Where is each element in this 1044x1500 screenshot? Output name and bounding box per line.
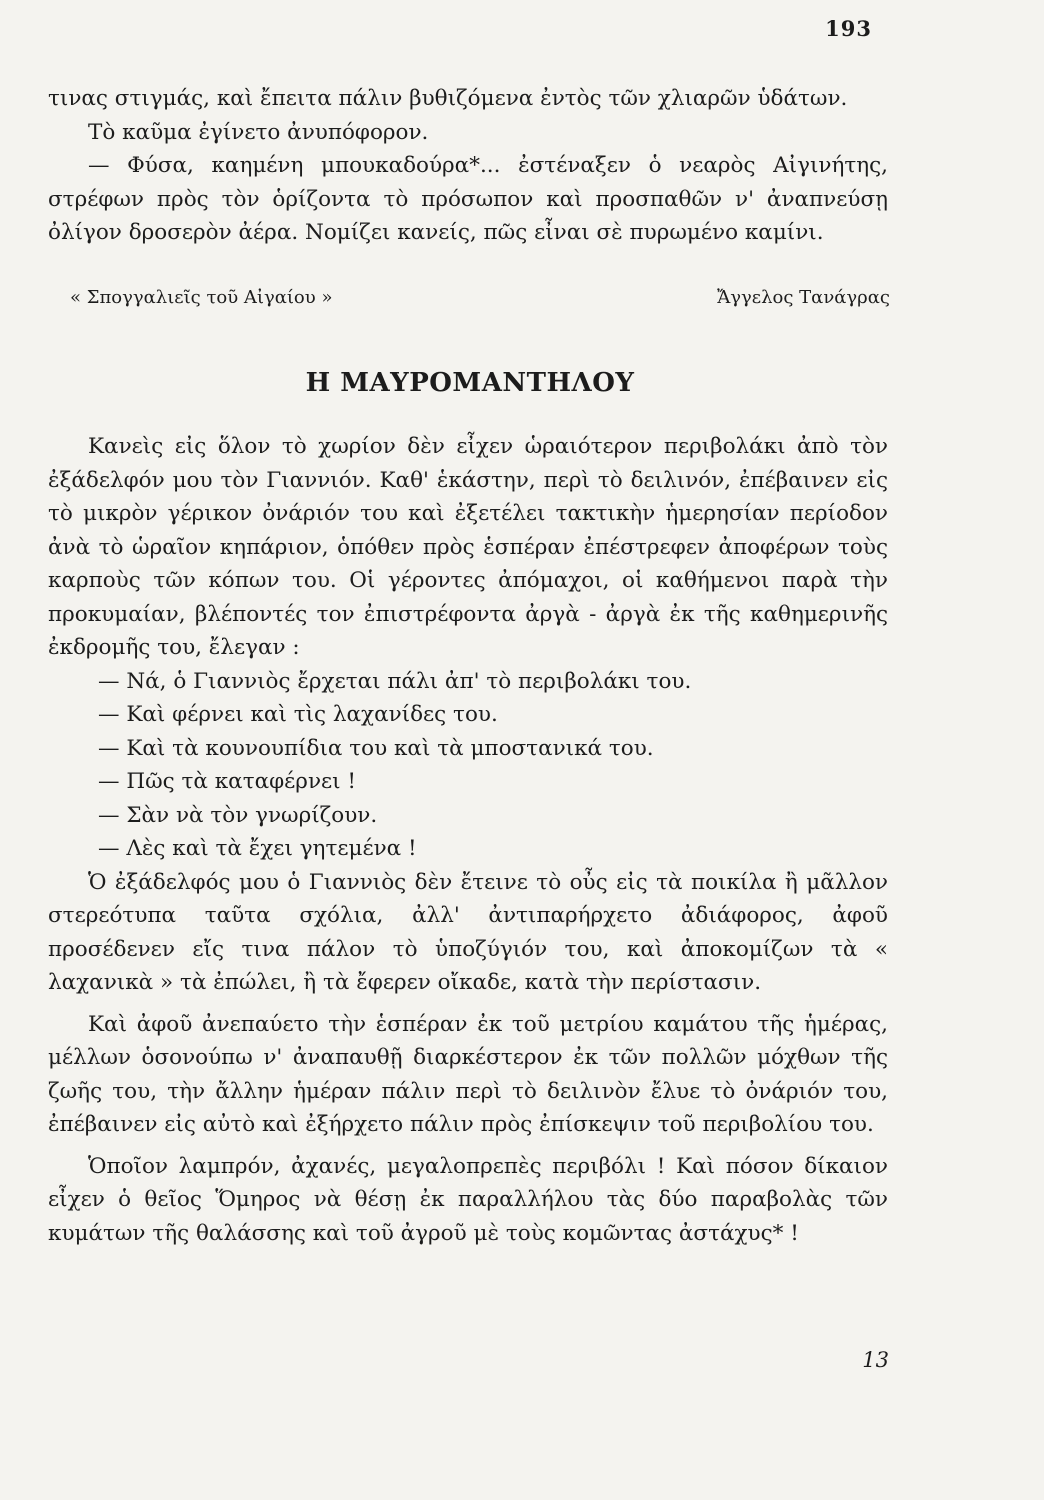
attribution-author: Ἄγγελος Τανάγρας — [717, 287, 890, 308]
story-body — [48, 430, 888, 1250]
dialogue-line: — Καὶ φέρνει καὶ τὶς λαχανίδες του. — [98, 702, 498, 727]
dialogue-line: — Νά, ὁ Γιαννιὸς ἔρχεται πάλι ἀπ' τὸ περιβολάκι του. — [98, 668, 692, 694]
attribution-source: « Σπογγαλιεῖς τοῦ Αἰγαίου » — [70, 287, 333, 308]
dialogue-line: — Λὲς καὶ τὰ ἔχει γητεμένα ! — [98, 836, 417, 861]
text-paragraph: — Φύσα, καημένη μπουκαδούρα*... ἐστέναξεν ὁ νεαρὸς Αἰγινήτης, στρέφων πρὸς τὸν ὁρίζοντα τὸ πρόσωπον καὶ προσπαθῶν ν' ἀναπνεύσῃ ὀλίγον δροσερὸν ἀέρα. Νομίζει κανείς, πῶς εἶναι σὲ πυρωμένο καμίνι. — [48, 153, 888, 245]
text-line: Τὸ καῦμα ἐγίνετο ἀνυπόφορον. — [88, 119, 429, 145]
text-paragraph: Κανεὶς εἰς ὅλον τὸ χωρίον δὲν εἶχεν ὡραιότερον περιβολάκι ἀπὸ τὸν ἐξάδελφόν μου τὸν Γιαννιόν. Καθ' ἑκάστην, περὶ τὸ δειλινόν, ἐπέβαινεν εἰς τὸ μικρὸν γέρικον ὀνάριόν του καὶ ἐξετέλει τακτικὴν ἡμερησίαν περίοδον ἀνὰ τὸ ὡραῖον κηπάριον, ὁπόθεν πρὸς ἑσπέραν ἐπέστρεφεν ἀποφέρων τοὺς καρποὺς τῶν κόπων του. Οἱ γέροντες ἀπόμαχοι, οἱ καθήμενοι παρὰ τὴν προκυμαίαν, βλέποντές τον ἐπιστρέφοντα ἀργὰ - ἀργὰ ἐκ τῆς καθημερινῆς ἐκδρομῆς του, ἔλεγαν : — [48, 434, 888, 660]
attribution — [70, 287, 890, 308]
previous-story-ending — [48, 82, 888, 250]
text-paragraph: Καὶ ἀφοῦ ἀνεπαύετο τὴν ἑσπέραν ἐκ τοῦ μετρίου καμάτου τῆς ἡμέρας, μέλλων ὁσονούπω ν' ἀναπαυθῇ διαρκέστερον ἐκ τῶν πολλῶν μόχθων τῆς ζωῆς του, τὴν ἄλλην ἡμέραν πάλιν περὶ τὸ δειλινὸν ἔλυε τὸ ὀνάριόν του, ἐπέβαινεν εἰς αὐτὸ καὶ ἐξήρχετο πάλιν πρὸς ἐπίσκεψιν τοῦ περιβολίου του. — [48, 1011, 888, 1137]
story-title: Η ΜΑΥΡΟΜΑΝΤΗΛΟΥ — [305, 368, 635, 398]
dialogue-line: — Καὶ τὰ κουνουπίδια του καὶ τὰ μποστανικά του. — [98, 735, 654, 761]
text-paragraph: Ὁ ἐξάδελφός μου ὁ Γιαννιὸς δὲν ἔτεινε τὸ οὖς εἰς τὰ ποικίλα ἢ μᾶλλον στερεότυπα ταῦτα σχόλια, ἀλλ' ἀντιπαρήρχετο ἀδιάφορος, ἀφοῦ προσέδενεν εἴς τινα πάλον τὸ ὑποζύγιόν του, καὶ ἀποκομίζων τὰ « λαχανικὰ » τὰ ἐπώλει, ἢ τὰ ἔφερεν οἴκαδε, κατὰ τὴν περίστασιν. — [48, 869, 888, 995]
text-line: τινας στιγμάς, καὶ ἔπειτα πάλιν βυθιζόμενα ἐντὸς τῶν χλιαρῶν ὑδάτων. — [48, 86, 848, 111]
dialogue-line: — Σὰν νὰ τὸν γνωρίζουν. — [98, 802, 378, 828]
page-number: 193 — [825, 16, 872, 41]
dialogue-line: — Πῶς τὰ καταφέρνει ! — [98, 769, 357, 794]
printer-signature-mark: 13 — [862, 1348, 889, 1372]
text-paragraph: Ὁποῖον λαμπρόν, ἀχανές, μεγαλοπρεπὲς περιβόλι ! Καὶ πόσον δίκαιον εἶχεν ὁ θεῖος Ὅμηρος νὰ θέσῃ ἐκ παραλλήλου τὰς δύο παραβολὰς τῶν κυμάτων τῆς θαλάσσης καὶ τοῦ ἀγροῦ μὲ τοὺς κομῶντας ἀστάχυς* ! — [48, 1153, 888, 1246]
